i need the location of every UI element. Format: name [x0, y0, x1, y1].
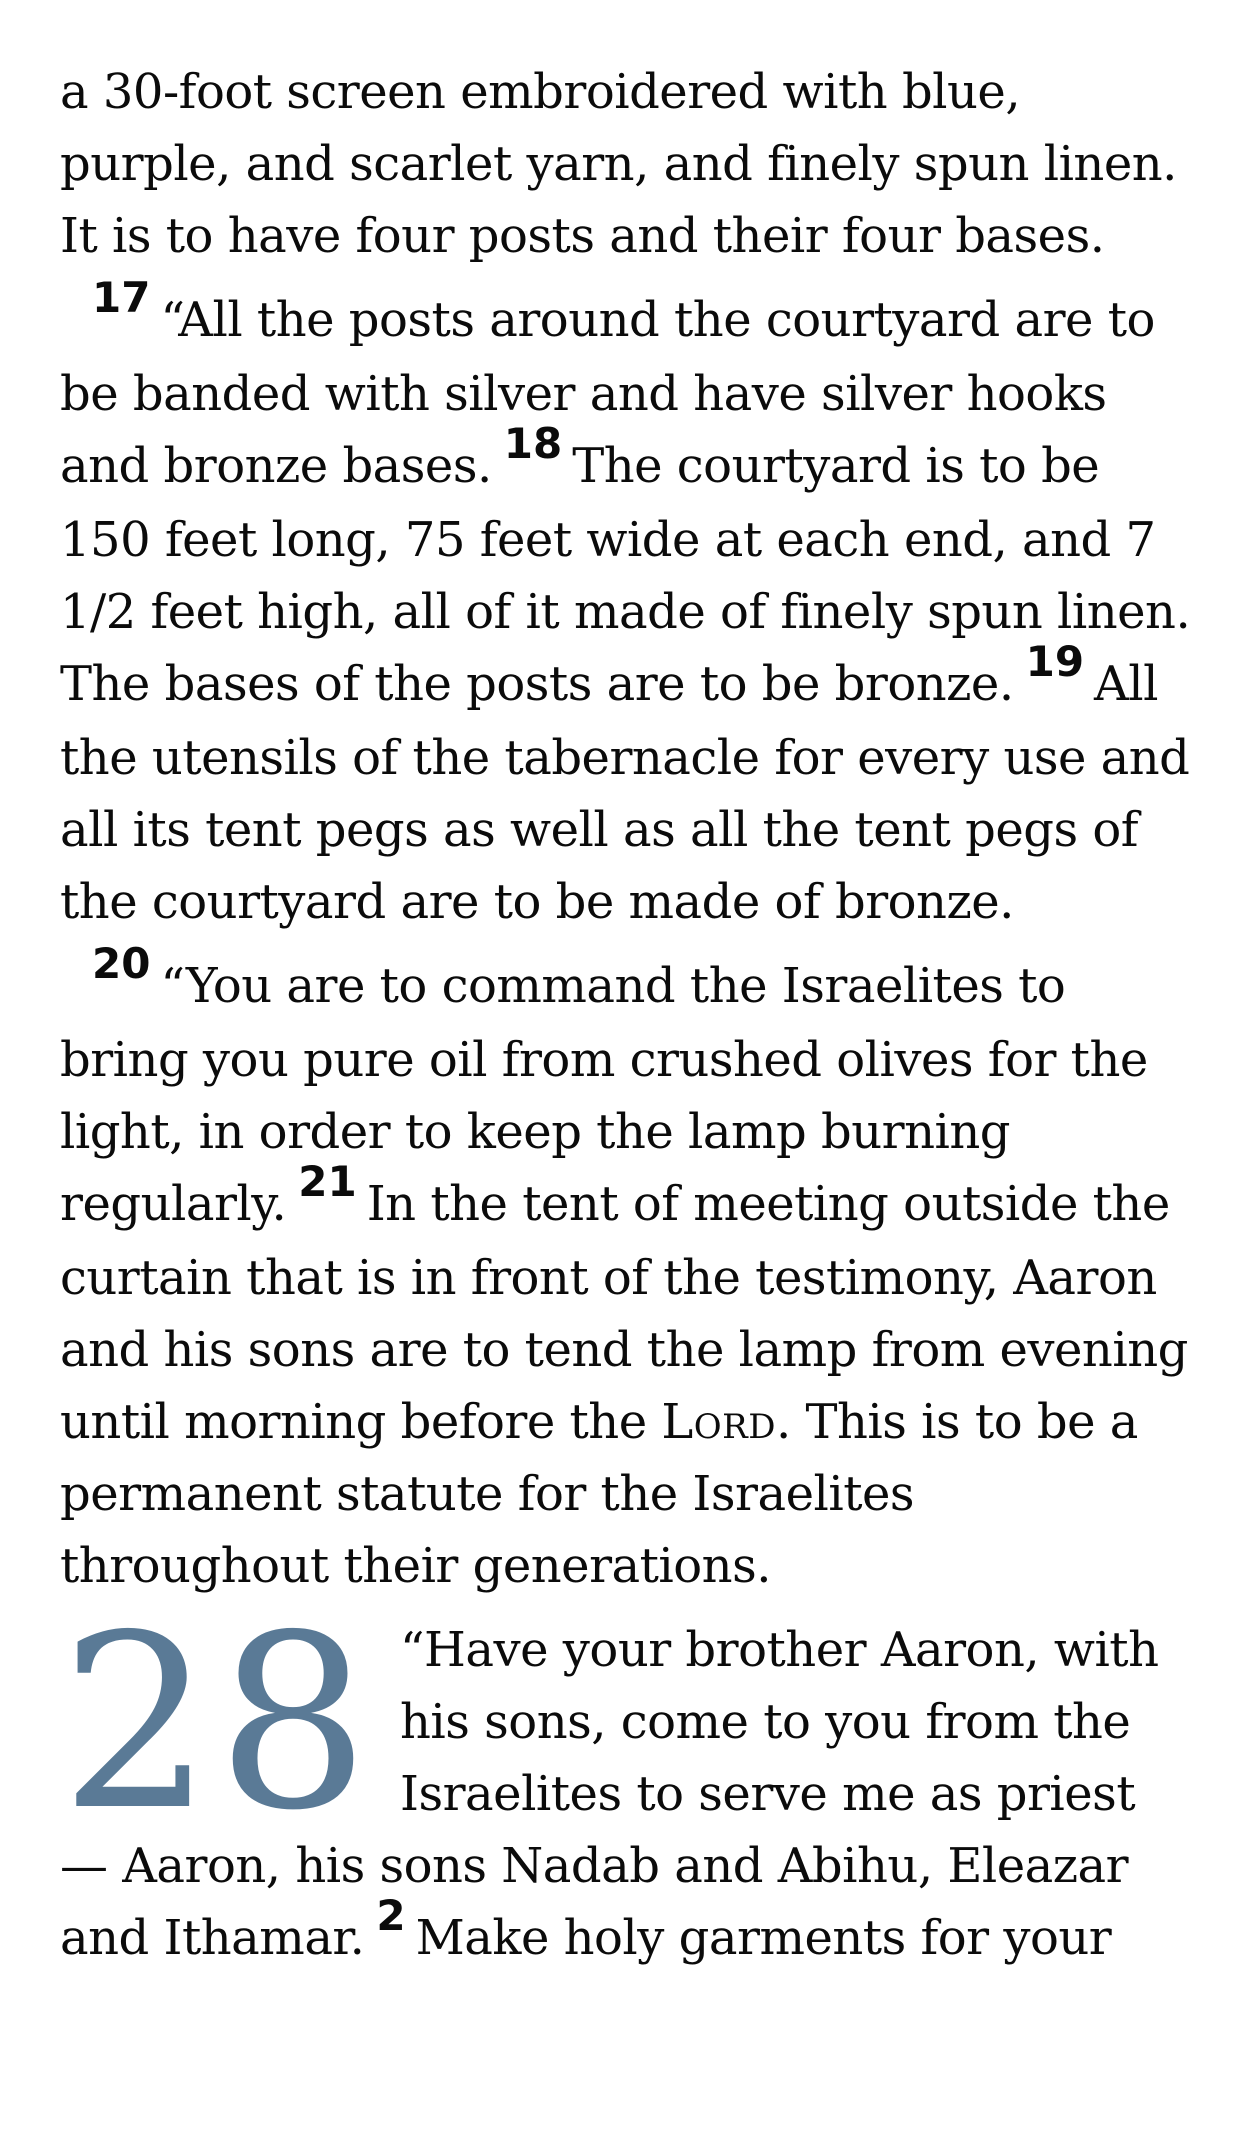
verse-paragraph-27-20-21[interactable]	[60, 939, 1196, 1602]
verse-number-20: 20	[92, 939, 151, 988]
verse-text-28-1: “Have your brother Aaron, with his sons, come to you from the Israelites to serve me as priest — Aaron, his sons Nadab and Abihu, Eleazar and Ithamar.	[60, 1622, 1159, 1966]
verse-text-21a: In the tent of meeting outside the curtain that is in front of the testimony, Aaron and his sons are to tend the lamp from evening until morning before the	[60, 1176, 1188, 1450]
verse-paragraph-28-1-2[interactable]	[60, 1583, 1196, 1976]
verse-number-17: 17	[92, 273, 151, 322]
verse-text-20: “You are to command the Israelites to bring you pure oil from crushed olives for the light, in order to keep the lamp burning regularly.	[60, 958, 1148, 1232]
verse-text-21b: . This is to be a permanent statute for the Israelites throughout their generations.	[60, 1394, 1138, 1594]
verse-number-19: 19	[1025, 637, 1085, 686]
chapter-number-dropcap: 28	[60, 1583, 374, 1863]
verse-paragraph-27-16b[interactable]	[60, 56, 1196, 272]
verse-text-17: “All the posts around the courtyard are to be banded with silver and have silver hooks and bronze bases.	[60, 292, 1155, 494]
verse-text-19: All the utensils of the tabernacle for every use and all its tent pegs as well as all the tent pegs of the courtyard are to be made of bronze.	[60, 656, 1190, 930]
verse-number-2: 2	[376, 1891, 406, 1940]
verse-number-21: 21	[298, 1157, 357, 1206]
lord-smallcaps: Lord	[661, 1394, 776, 1450]
verse-text: a 30-foot screen embroidered with blue, purple, and scarlet yarn, and finely spun linen. It is to have four posts and their four bases.	[60, 64, 1177, 264]
verse-text-28-2: Make holy garments for your	[415, 1910, 1112, 1966]
verse-number-18: 18	[503, 419, 563, 468]
verse-paragraph-27-17-19[interactable]	[60, 273, 1196, 938]
verse-text-18: The courtyard is to be 150 feet long, 75 feet wide at each end, and 7 1/2 feet high, all of it made of finely spun linen. The bases of the posts are to be bronze.	[60, 438, 1191, 712]
